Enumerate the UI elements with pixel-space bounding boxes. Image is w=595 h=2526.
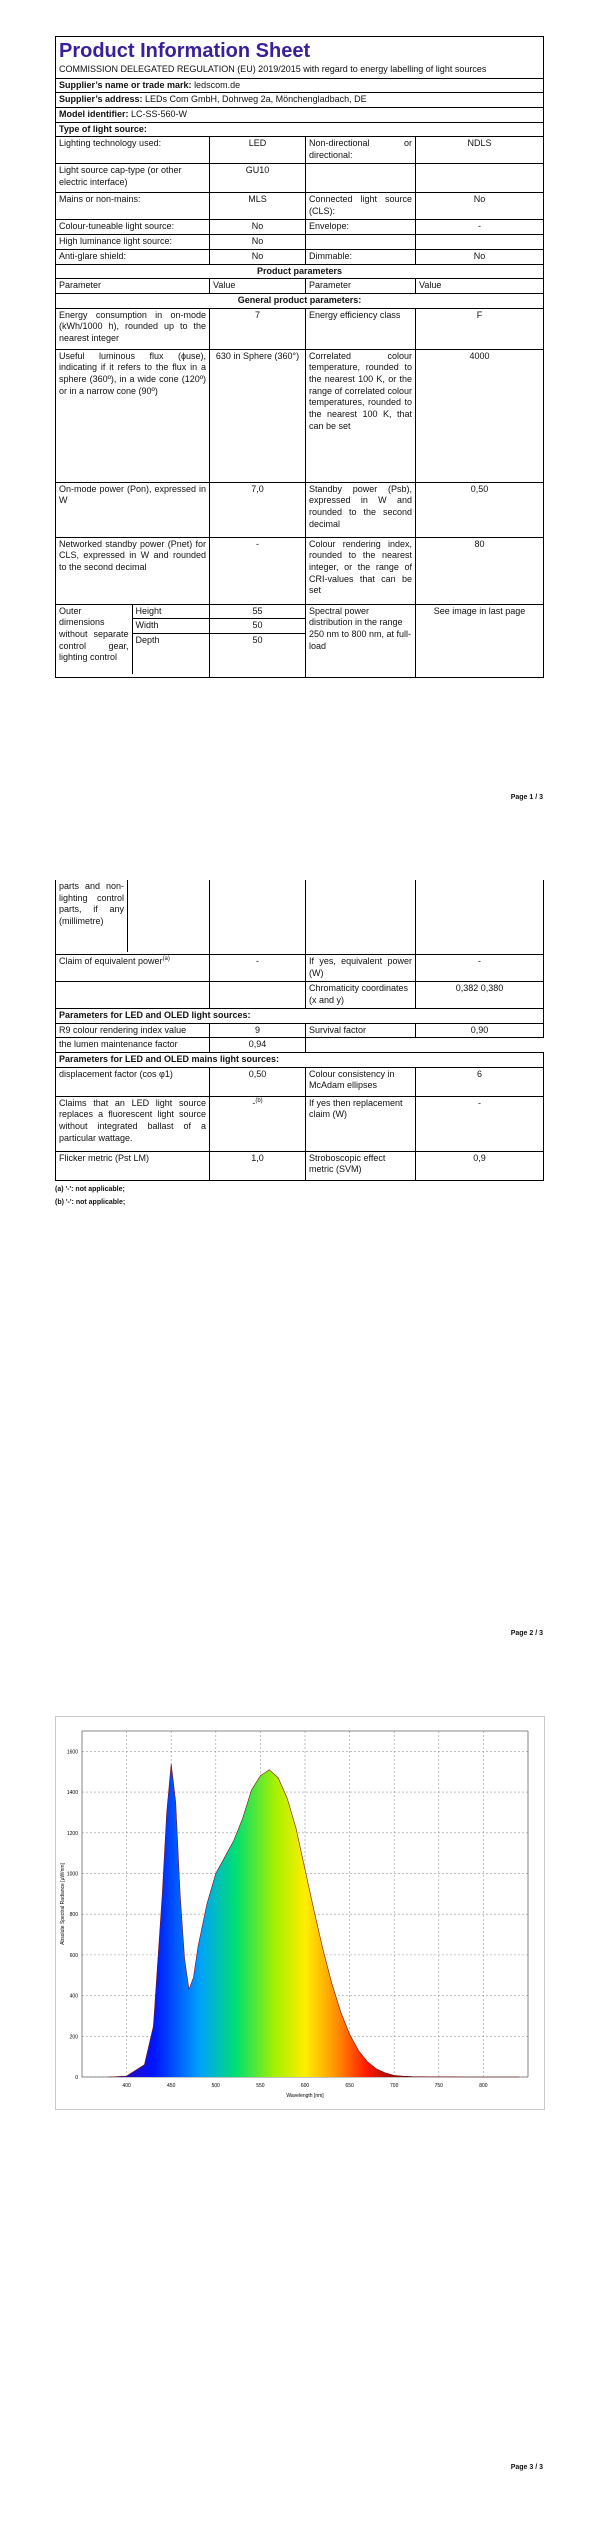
sheet-title: Product Information Sheet — [59, 40, 311, 62]
param-value: 0,50 — [416, 482, 544, 537]
param-value: 0,90 — [416, 1023, 544, 1038]
type-label: Light source cap-type (or other electric interface) — [56, 164, 210, 193]
y-tick-label: 1200 — [66, 1830, 78, 1837]
general-parameters-header: General product parameters: — [56, 293, 544, 308]
y-tick-label: 1000 — [66, 1871, 78, 1878]
param-label: Survival factor — [306, 1023, 416, 1038]
param-value: 4000 — [416, 349, 544, 482]
product-info-table-continued — [55, 880, 544, 1181]
param-value: 80 — [416, 537, 544, 604]
footnote-ref: (b) — [255, 1097, 263, 1104]
supplier-name-label: Supplier’s name or trade mark: — [59, 79, 192, 90]
param-label: R9 colour rendering index value — [56, 1023, 210, 1038]
param-label: Useful luminous flux (ɸuse), indicating if it refers to the flux in a sphere (360º), in a wide cone (120º) or in a narrow cone (90º) — [56, 349, 210, 482]
x-tick-label: 400 — [122, 2083, 131, 2089]
y-tick-label: 600 — [69, 1952, 78, 1959]
y-tick-label: 1600 — [66, 1749, 78, 1756]
x-tick-label: 650 — [345, 2083, 354, 2089]
type-value: - — [416, 220, 544, 235]
supplier-address: LEDs Com GmbH, Dohrweg 2a, Mönchengladbach, DE — [145, 94, 367, 105]
param-label: On-mode power (Pon), expressed in W — [56, 482, 210, 537]
type-value: NDLS — [416, 137, 544, 164]
height-value: 55 — [210, 605, 305, 620]
type-value: No — [416, 193, 544, 220]
type-label: Lighting technology used: — [56, 137, 210, 164]
param-value: - — [252, 1097, 256, 1108]
param-label: the lumen maintenance factor — [56, 1038, 210, 1053]
param-label: Energy efficiency class — [306, 308, 416, 349]
type-label: Anti-glare shield: — [56, 249, 210, 264]
sheet-page-2 — [55, 880, 543, 1208]
param-label: Flicker metric (Pst LM) — [56, 1151, 210, 1180]
supplier-address-label: Supplier’s address: — [59, 94, 143, 105]
type-label — [306, 235, 416, 250]
model-identifier: LC-SS-560-W — [131, 109, 188, 120]
footnote-a: (a) '-': not applicable; — [55, 1185, 125, 1193]
param-value: 0,50 — [210, 1067, 306, 1096]
type-label: Non-directional or directional: — [306, 137, 416, 164]
type-header: Type of light source: — [56, 122, 544, 137]
param-value: 0,382 0,380 — [416, 982, 544, 1009]
footnote-b: (b) '-': not applicable; — [55, 1199, 126, 1207]
type-value: No — [210, 220, 306, 235]
x-tick-label: 450 — [167, 2083, 176, 2089]
model-label: Model identifier: — [59, 109, 129, 120]
x-tick-label: 550 — [256, 2083, 265, 2089]
x-tick-label: 800 — [479, 2083, 488, 2089]
width-label: Width — [132, 619, 209, 634]
param-label: Networked standby power (Pnet) for CLS, expressed in W and rounded to the second decimal — [56, 537, 210, 604]
param-label: displacement factor (cos φ1) — [56, 1067, 210, 1096]
type-value: No — [210, 235, 306, 250]
param-label: Energy consumption in on-mode (kWh/1000 h), rounded up to the nearest integer — [56, 308, 210, 349]
type-value: LED — [210, 137, 306, 164]
param-value: See image in last page — [416, 604, 544, 677]
x-tick-label: 700 — [390, 2083, 399, 2089]
page-number: Page 3 / 3 — [510, 2464, 543, 2471]
param-label: Correlated colour temperature, rounded to the nearest 100 K, or the range of correlated colour temperatures, rounded to the nearest 100 K, that can be set — [306, 349, 416, 482]
spectrum-chart-frame — [55, 1716, 545, 2110]
y-tick-label: 800 — [69, 1912, 78, 1919]
led-parameters-header: Parameters for LED and OLED light sources: — [56, 1009, 544, 1024]
y-tick-label: 1400 — [66, 1790, 78, 1797]
param-value: - — [416, 1096, 544, 1151]
product-info-table — [55, 36, 544, 678]
x-axis-label: Wavelength [nm] — [286, 2093, 324, 2099]
regulation-text: COMMISSION DELEGATED REGULATION (EU) 2019/2015 with regard to energy labelling of light sources — [59, 64, 487, 74]
param-label: Claim of equivalent power — [59, 956, 163, 966]
param-value: 7 — [210, 308, 306, 349]
param-value: 9 — [210, 1023, 306, 1038]
footnote-ref: (a) — [162, 956, 170, 962]
param-label: Stroboscopic effect metric (SVM) — [306, 1151, 416, 1180]
param-value: - — [210, 537, 306, 604]
type-value: MLS — [210, 193, 306, 220]
param-label: If yes then replacement claim (W) — [306, 1096, 416, 1151]
param-value: 0,94 — [210, 1038, 306, 1053]
param-label: Chromaticity coordinates (x and y) — [306, 982, 416, 1009]
type-value — [416, 235, 544, 250]
y-tick-label: 200 — [69, 2034, 78, 2041]
param-label: Standby power (Psb), expressed in W and rounded to the second decimal — [306, 482, 416, 537]
param-value: - — [210, 955, 306, 982]
sheet-page-1 — [55, 36, 543, 678]
param-label: If yes, equivalent power (W) — [306, 955, 416, 982]
y-axis-label: Absolute Spectral Radiance [μW/nm] — [60, 1863, 66, 1945]
x-tick-label: 500 — [211, 2083, 220, 2089]
param-label: Colour consistency in McAdam ellipses — [306, 1067, 416, 1096]
col-header-value: Value — [210, 279, 306, 294]
param-label: Spectral power distribution in the range 250 nm to 800 nm, at full-load — [306, 604, 416, 677]
param-value: 0,9 — [416, 1151, 544, 1180]
outer-dimensions-label: Outer dimensions without separate control gear, lighting control — [56, 605, 132, 674]
supplier-name: ledscom.de — [194, 79, 241, 90]
type-label — [306, 164, 416, 193]
param-value: 630 in Sphere (360°) — [210, 349, 306, 482]
width-value: 50 — [210, 619, 305, 634]
param-value: - — [416, 955, 544, 982]
param-value: 1,0 — [210, 1151, 306, 1180]
col-header-value: Value — [416, 279, 544, 294]
type-value: No — [416, 249, 544, 264]
type-value: GU10 — [210, 164, 306, 193]
param-value: 7,0 — [210, 482, 306, 537]
type-value: No — [210, 249, 306, 264]
param-label: Claims that an LED light source replaces a fluorescent light source without integrated ballast of a particular wattage. — [56, 1096, 210, 1151]
type-label: Envelope: — [306, 220, 416, 235]
col-header-parameter: Parameter — [56, 279, 210, 294]
spectral-power-distribution-chart — [56, 1717, 544, 2109]
param-value: F — [416, 308, 544, 349]
type-value — [416, 164, 544, 193]
page-number: Page 2 / 3 — [510, 1630, 543, 1637]
mains-parameters-header: Parameters for LED and OLED mains light sources: — [56, 1053, 544, 1068]
param-value: 6 — [416, 1067, 544, 1096]
type-label: Connected light source (CLS): — [306, 193, 416, 220]
spectrum-area — [109, 1764, 519, 2077]
type-label: High luminance light source: — [56, 235, 210, 250]
type-label: Dimmable: — [306, 249, 416, 264]
height-label: Height — [132, 605, 209, 619]
y-tick-label: 400 — [69, 1993, 78, 2000]
col-header-parameter: Parameter — [306, 279, 416, 294]
param-label: Colour rendering index, rounded to the nearest integer, or the range of CRI-values that can be set — [306, 537, 416, 604]
x-tick-label: 600 — [300, 2083, 310, 2089]
type-label: Mains or non-mains: — [56, 193, 210, 220]
depth-label: Depth — [135, 634, 160, 645]
page-number: Page 1 / 3 — [510, 794, 543, 801]
type-label: Colour-tuneable light source: — [56, 220, 210, 235]
y-tick-label: 0 — [75, 2075, 78, 2081]
outer-dimensions-cont: parts and non-lighting control parts, if any (millimetre) — [56, 880, 128, 952]
product-parameters-header: Product parameters — [56, 264, 544, 279]
x-tick-label: 750 — [434, 2083, 443, 2089]
depth-value: 50 — [252, 634, 263, 645]
